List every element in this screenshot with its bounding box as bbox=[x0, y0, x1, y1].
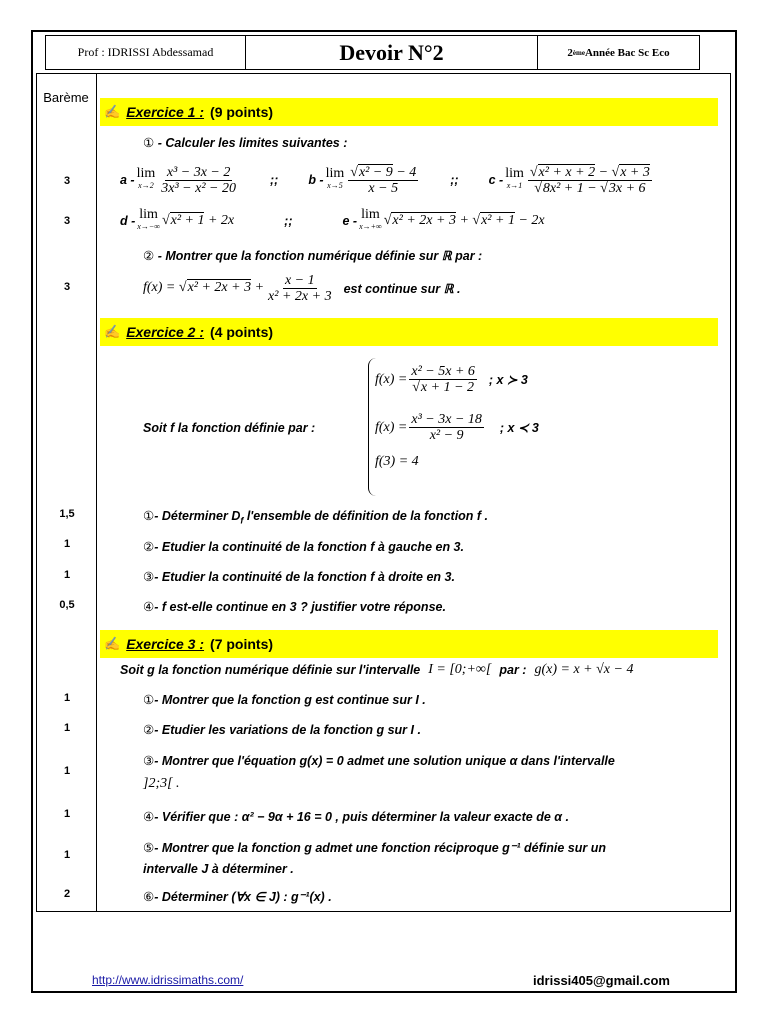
class-level: 2 ème Année Bac Sc Eco bbox=[567, 46, 670, 59]
ex2-item-1: ①- Déterminer $D_f$ l'ensemble de définition de la fonction f . bbox=[143, 509, 489, 526]
ex1-q1: ① - Calculer les limites suivantes : bbox=[143, 136, 348, 150]
hand-icon: ✍ bbox=[104, 104, 121, 119]
email-address: idrissi405@gmail.com bbox=[533, 973, 670, 988]
ex1-limits-abc: a - lim x→2 $\frac{\text{x³ − 3x − 2}}{\text{3x³ − x² − 20}}$ ;; b - lim x→5 $\frac{\text{√x² − 9 − 4}}{x - 5}$ ;; c - lim x→1 $\frac{\text{√x² + x + 2 − √x + 3}}{\text{√8x² + 1 − √3x + 6}}$ bbox=[120, 164, 650, 196]
ex3-item-5-cont: intervalle J à déterminer . bbox=[143, 862, 294, 876]
ex2-case-1: f(x) = $\frac{\text{x² − 5x + 6}}{√x + 1 - 2}$ ; x ≻ 3 bbox=[375, 364, 528, 395]
exercise-2-header bbox=[100, 318, 718, 346]
ex3-item-3-interval: ]2;3[ . bbox=[143, 776, 180, 791]
points-ex1-1: 3 bbox=[63, 175, 71, 187]
ex3-item-6: ⑥- Déterminer (∀x ∈ J) : g⁻¹(x) . bbox=[143, 890, 332, 904]
bareme-title: Barème bbox=[43, 90, 89, 105]
header-table bbox=[45, 35, 700, 70]
exercise-3-points: (7 points) bbox=[210, 636, 274, 652]
points-ex3-1: 1 bbox=[63, 692, 71, 704]
exercise-3-header bbox=[100, 630, 718, 658]
exercise-3-label: Exercice 3 : bbox=[126, 636, 205, 652]
ex3-item-5: ⑤- Montrer que la fonction g admet une fonction réciproque g⁻¹ définie sur un bbox=[143, 841, 606, 855]
ex1-limits-de: d - lim x→−∞ √x² + 1 + 2x ;; e - lim x→+∞ √x² + 2x + 3 + √x² + 1 − 2x bbox=[120, 207, 545, 231]
points-ex3-2: 1 bbox=[63, 722, 71, 734]
points-ex3-3: 1 bbox=[63, 765, 71, 777]
points-ex2-1: 1,5 bbox=[59, 508, 75, 520]
page-title: Devoir N°2 bbox=[246, 36, 538, 69]
ex2-item-4: ④- f est-elle continue en 3 ? justifier votre réponse. bbox=[143, 600, 446, 614]
exercise-1-header bbox=[100, 98, 718, 126]
points-ex2-2: 1 bbox=[63, 538, 71, 550]
ex2-intro: Soit f la fonction définie par : bbox=[143, 421, 316, 435]
ex2-item-3: ③- Etudier la continuité de la fonction f à droite en 3. bbox=[143, 570, 455, 584]
website-link[interactable]: http://www.idrissimaths.com/ bbox=[92, 973, 244, 987]
points-ex3-6: 2 bbox=[63, 888, 71, 900]
points-ex2-4: 0,5 bbox=[59, 599, 75, 611]
exercise-1-points: (9 points) bbox=[210, 104, 274, 120]
ex2-item-2: ②- Etudier la continuité de la fonction f à gauche en 3. bbox=[143, 540, 464, 554]
ex1-function-f: f(x) = √x² + 2x + 3 + $\frac{x - 1}{\text{x² + 2x + 3}}$ est continue sur ℝ . bbox=[143, 272, 461, 304]
points-ex1-2: 3 bbox=[63, 215, 71, 227]
hand-icon: ✍ bbox=[104, 324, 121, 339]
ex3-intro: Soit g la fonction numérique définie sur l'intervalle I = [0;+∞[ par : g(x) = x + √x − 4 bbox=[120, 662, 634, 677]
ex2-case-2: f(x) = $\frac{\text{x³ − 3x − 18}}{\text{x² − 9}}$ ; x ≺ 3 bbox=[375, 412, 539, 443]
ex1-q2: ② - Montrer que la fonction numérique définie sur ℝ par : bbox=[143, 249, 483, 263]
exercise-2-points: (4 points) bbox=[210, 324, 274, 340]
points-ex3-4: 1 bbox=[63, 808, 71, 820]
exercise-2-label: Exercice 2 : bbox=[126, 324, 205, 340]
ex3-item-4: ④- Vérifier que : α² − 9α + 16 = 0 , puis déterminer la valeur exacte de α . bbox=[143, 810, 569, 824]
points-ex1-3: 3 bbox=[63, 281, 71, 293]
points-ex3-5: 1 bbox=[63, 849, 71, 861]
ex2-case-3: f(3) = 4 bbox=[375, 454, 419, 469]
ex3-item-2: ②- Etudier les variations de la fonction g sur I . bbox=[143, 723, 421, 737]
ex3-item-3: ③- Montrer que l'équation g(x) = 0 admet une solution unique α dans l'intervalle bbox=[143, 754, 615, 768]
exercise-1-label: Exercice 1 : bbox=[126, 104, 205, 120]
hand-icon: ✍ bbox=[104, 636, 121, 651]
prof-name: Prof : IDRISSI Abdessamad bbox=[46, 36, 246, 69]
ex3-item-1: ①- Montrer que la fonction g est continue sur I . bbox=[143, 693, 426, 707]
points-ex2-3: 1 bbox=[63, 569, 71, 581]
bareme-divider bbox=[96, 73, 97, 912]
